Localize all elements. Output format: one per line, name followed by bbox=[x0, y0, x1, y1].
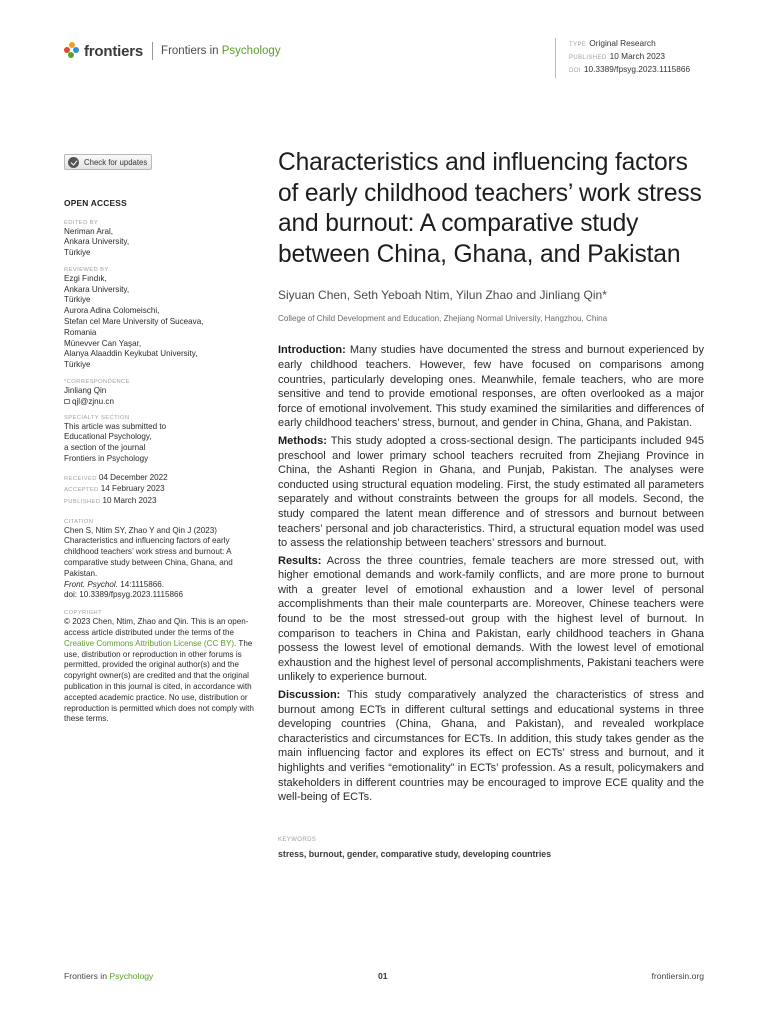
logo-divider bbox=[152, 42, 153, 60]
license-link[interactable]: Creative Commons Attribution License (CC BY) bbox=[64, 638, 235, 648]
specialty-section: SPECIALTY SECTION This article was submitted to Educational Psychology, a section of the journal Frontiers in Psychology bbox=[64, 414, 167, 464]
footer-site-link[interactable]: frontiersin.org bbox=[651, 971, 704, 981]
abstract-results: Results: Across the three countries, female teachers are more stressed out, with higher emotional demands and work-family conflicts, and are more prone to burnout with a greater level of emotional exhaustion and a lower level of personal accomplishments than their male counterparts are. Moreover, Chinese teachers were found to be the most stressed-out group with the highest level of burnout. In comparison to teachers in China and Pakistan, early childhood teachers in Ghana possess the lowest level of emotional demands. With the lowest level of emotional exhaustion and the highest level of personal accomplishments, Pakistani teachers were unlikely to experience burnout. bbox=[278, 554, 704, 684]
edited-by-section: EDITED BY Neriman Aral, Ankara University, Türkiye bbox=[64, 219, 130, 258]
article-title: Characteristics and influencing factors of early childhood teachers’ work stress and burnout: A comparative study between China, Ghana, and Pakistan bbox=[278, 149, 702, 268]
frontiers-logo-icon bbox=[64, 42, 80, 60]
footer-journal[interactable]: Frontiers in Psychology bbox=[64, 971, 154, 981]
journal-name[interactable]: Frontiers in Psychology bbox=[161, 45, 281, 57]
dates-section: RECEIVED 04 December 2022 ACCEPTED 14 February 2023 PUBLISHED 10 March 2023 bbox=[64, 472, 168, 506]
abstract-discussion: Discussion: This study comparatively analyzed the characteristics of stress and burnout among ECTs in different cultural settings and educational systems in three developing countries (China, Ghana, and Pakistan), and revealed workplace characteristics and circumstances for ECTs. In addition, this study takes gender as the main influencing factor and explores its effect on ECTs’ stress and burnout, and it highlights and verifies “emotionality” in ECTs’ profession. As a result, policymakers and stakeholders in different countries may be encouraged to improve ECE quality and the well-being of ECTs. bbox=[278, 689, 704, 804]
reviewed-by-section: REVIEWED BY Ezgi Fındık, Ankara University, Türkiye Aurora Adina Colomeischi, Stefan cel Mare University of Suceava, Romania Münevver Can Yaşar, Alanya Alaaddin Keykubat University, Türkiye bbox=[64, 266, 204, 370]
abstract bbox=[278, 343, 704, 804]
doi[interactable]: DOI 10.3389/fpsyg.2023.1115866 bbox=[569, 64, 691, 74]
author-list[interactable]: Siyuan Chen, Seth Yeboah Ntim, Yilun Zhao and Jinliang Qin* bbox=[278, 288, 607, 303]
abstract-introduction: Introduction: Many studies have documented the stress and burnout experienced by early childhood teachers. However, few have focused on comparisons among countries, particularly developing ones. Meanwhile, female teachers, who are more sensitive and tend to provide emotional responses, are often overlooked as a major force of emotional involvement. This study examined the similarities and differences of early childhood teachers’ stress, burnout, and gender in China, Ghana, and Pakistan. bbox=[278, 344, 704, 430]
copyright-section: COPYRIGHT © 2023 Chen, Ntim, Zhao and Qin. This is an open-access article distributed under the terms of the Creative Commons Attribution License (CC BY). The use, distribution or reproduction in other forums is permitted, provided the original author(s) and the copyright owner(s) are credited and that the original publication in this journal is cited, in accordance with accepted academic practice. No use, distribution or reproduction is permitted which does not comply with these terms. bbox=[64, 610, 254, 724]
frontiers-logo[interactable] bbox=[64, 42, 281, 60]
email-icon bbox=[64, 399, 70, 404]
affiliation: College of Child Development and Education, Zhejiang Normal University, Hangzhou, China bbox=[278, 314, 608, 324]
abstract-methods: Methods: This study adopted a cross-sectional design. The participants included 945 preschool and lower primary school teachers recruited from Zhejiang Province in China, the Ashanti Region in Ghana, and Punjab, Pakistan. The analyses were conducted using structural equation modeling. First, the study estimated all parameters separately and without constraints between the groups for all models. Second, the study compared the latent mean difference and of stressors and burnout between teachers’ personal and job characteristics. Third, a structural equation model was used to assess the relationship between teachers’ stressors and burnout. bbox=[278, 434, 704, 550]
keywords-heading: KEYWORDS bbox=[278, 836, 317, 843]
citation-section: CITATION Chen S, Ntim SY, Zhao Y and Qin J (2023) Characteristics and influencing factors of early childhood teachers’ work stress and burnout: A comparative study between China, Ghana, and Pakistan. Front. Psychol. 14:1115866. doi: 10.3389/fpsyg.2023.1115866 bbox=[64, 518, 233, 600]
checkmark-icon bbox=[68, 157, 79, 168]
sidebar bbox=[64, 154, 264, 725]
article-main bbox=[278, 148, 704, 859]
check-for-updates-button[interactable]: Check for updates bbox=[64, 154, 152, 170]
article-type: TYPE Original Research bbox=[569, 38, 656, 48]
logo-wordmark: frontiers bbox=[84, 42, 144, 60]
open-access-label: OPEN ACCESS bbox=[64, 197, 127, 208]
correspondence-section: *CORRESPONDENCE Jinliang Qin qjl@zjnu.cn bbox=[64, 378, 264, 408]
page-number: 01 bbox=[378, 971, 388, 981]
keywords: stress, burnout, gender, comparative study, developing countries bbox=[278, 848, 552, 859]
article-meta bbox=[555, 38, 690, 78]
publish-date: PUBLISHED 10 March 2023 bbox=[569, 51, 665, 61]
correspondence-email[interactable]: qjl@zjnu.cn bbox=[64, 397, 264, 408]
